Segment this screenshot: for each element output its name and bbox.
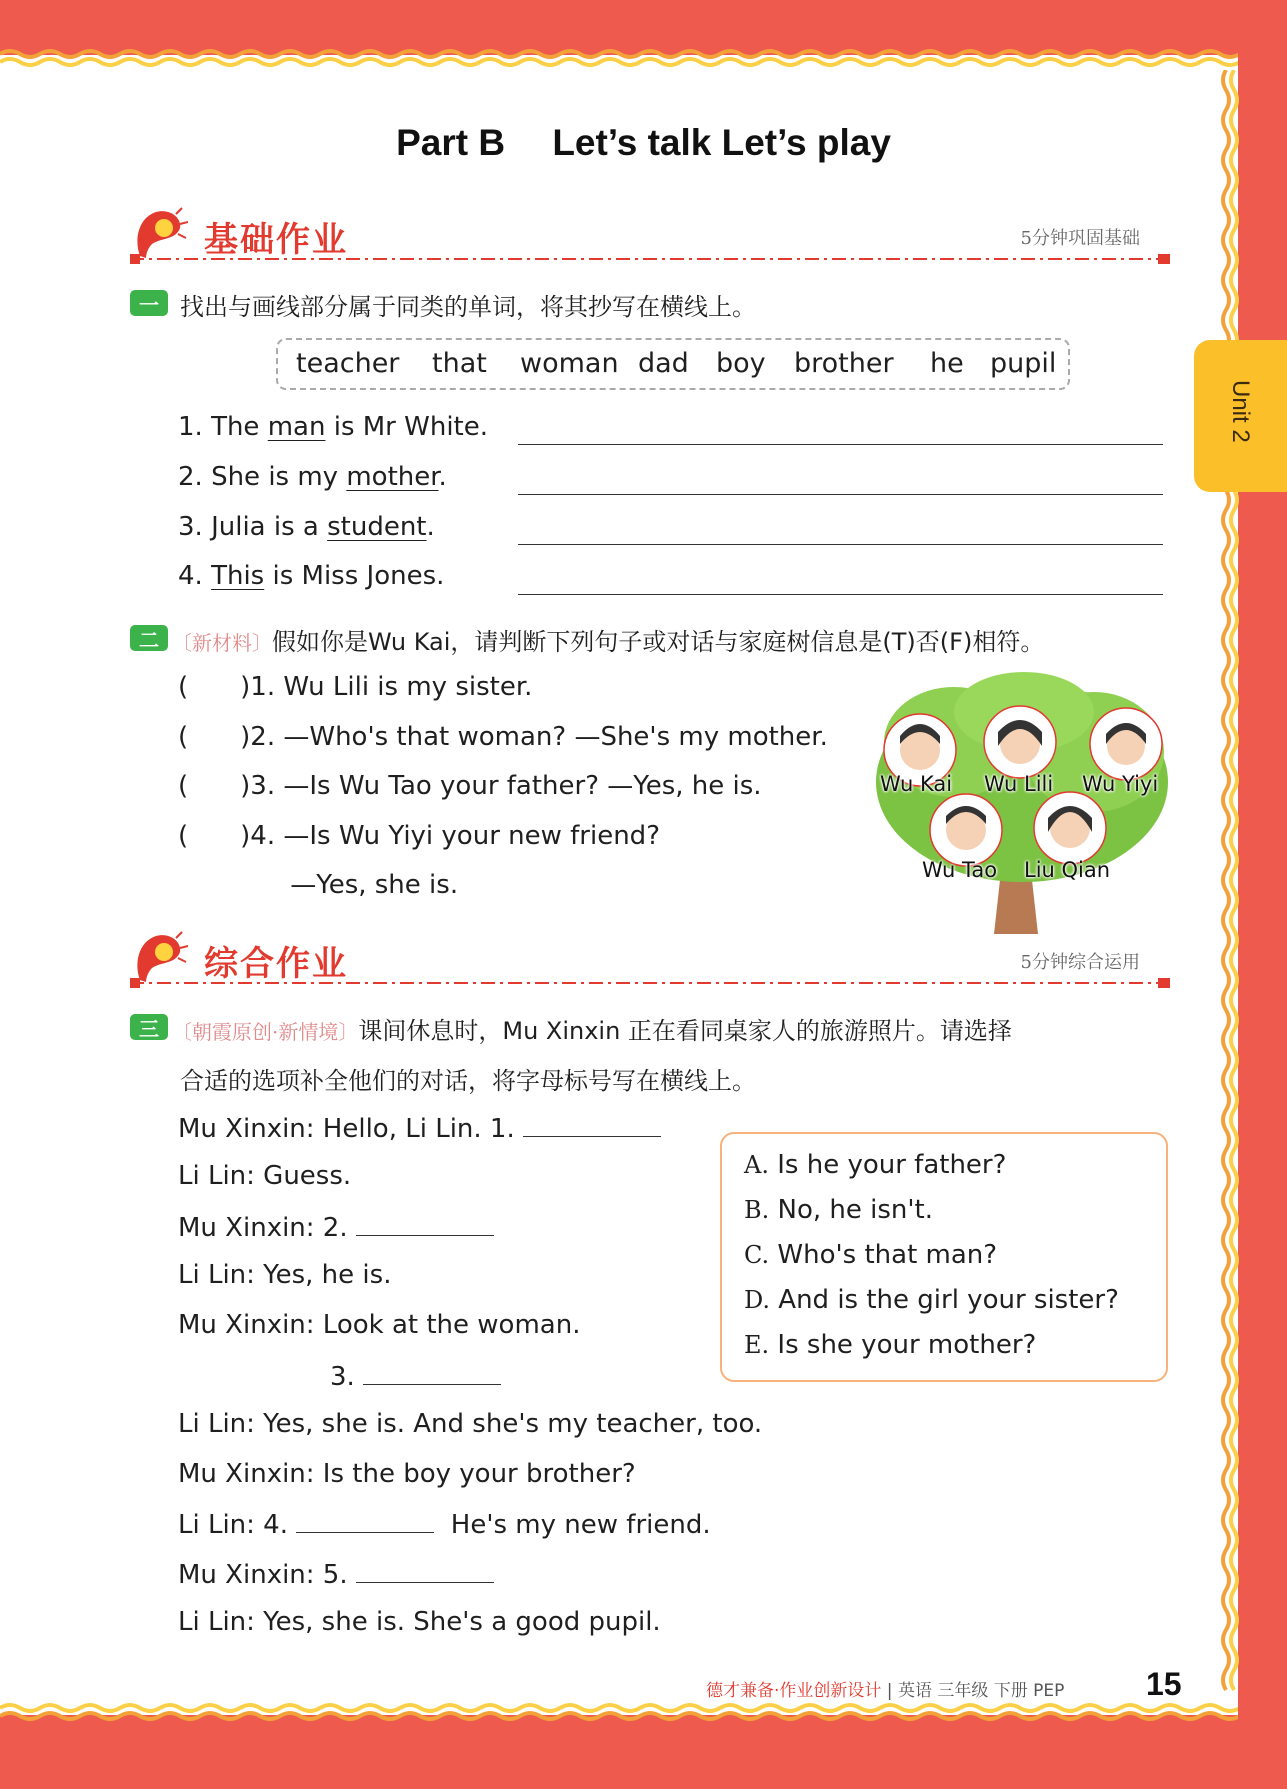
ex1-answer-line-2[interactable]: [518, 492, 1163, 495]
dialogue-line-11: Li Lin: Yes, she is. She's a good pupil.: [178, 1607, 661, 1637]
underlined-word: This: [211, 561, 265, 591]
answer-blank-3[interactable]: [363, 1360, 501, 1385]
dialogue-line-3: Mu Xinxin: 2.: [178, 1211, 494, 1243]
ex1-instruction: 找出与画线部分属于同类的单词，将其抄写在横线上。: [180, 293, 756, 321]
word-bank-item: brother: [794, 348, 894, 379]
unit-tab-label: Unit 2: [1227, 380, 1254, 443]
underlined-word: man: [267, 412, 326, 442]
ex1-answer-line-1[interactable]: [518, 442, 1163, 445]
ex2-tag: 〔新材料〕: [172, 631, 272, 655]
section-basic-divider: [130, 252, 1170, 266]
underlined-word: mother: [346, 462, 439, 492]
word-bank-item: that: [432, 348, 487, 379]
word-bank-item: woman: [520, 348, 619, 379]
word-bank-item: dad: [638, 348, 689, 379]
ex2-item-1: ( )1. Wu Lili is my sister.: [178, 672, 533, 702]
footer: 德才兼备·作业创新设计 | 英语 三年级 下册 PEP: [706, 1681, 1065, 1701]
ex2-item-4-answer: —Yes, she is.: [178, 870, 459, 900]
dialogue-line-6: 3.: [330, 1360, 501, 1392]
word-bank-item: pupil: [990, 348, 1057, 379]
option-a: A. Is he your father?: [744, 1150, 1007, 1180]
option-d: D. And is the girl your sister?: [744, 1285, 1119, 1315]
ex3-number-badge: 三: [130, 1014, 168, 1040]
tree-graphic: [874, 672, 1170, 934]
section-comprehensive-title: 综合作业: [204, 944, 348, 984]
dialogue-line-10: Mu Xinxin: 5.: [178, 1558, 494, 1590]
tree-label: Wu Lili: [984, 772, 1054, 796]
family-tree-illustration: [874, 672, 1170, 934]
page-number: 15: [1146, 1666, 1182, 1702]
page-title: Part B Let’s talk Let’s play: [396, 122, 891, 163]
ex2-number-badge: 二: [130, 625, 168, 651]
answer-blank-1[interactable]: [523, 1112, 661, 1137]
dialogue-line-7: Li Lin: Yes, she is. And she's my teacher, too.: [178, 1409, 763, 1439]
ex1-number-badge: 一: [130, 290, 168, 316]
ex1-item-4: 4. This is Miss Jones.: [178, 561, 445, 591]
ex2-item-4: ( )4. —Is Wu Yiyi your new friend?: [178, 821, 660, 851]
ex2-item-2: ( )2. —Who's that woman? —She's my mother.: [178, 722, 828, 752]
tree-label: Wu Yiyi: [1082, 772, 1159, 796]
answer-blank-5[interactable]: [356, 1558, 494, 1583]
tree-label: Wu Kai: [880, 772, 953, 796]
section-basic-header: [130, 206, 1170, 266]
tree-label: Liu Qian: [1024, 858, 1111, 882]
word-bank-item: he: [930, 348, 964, 379]
top-wavy-border: [0, 48, 1238, 74]
ex3-instruction-2: 合适的选项补全他们的对话，将字母标号写在横线上。: [180, 1067, 756, 1095]
section-basic-title: 基础作业: [204, 220, 348, 260]
ex1-answer-line-4[interactable]: [518, 592, 1163, 595]
word-bank: [276, 338, 1070, 390]
dialogue-line-8: Mu Xinxin: Is the boy your brother?: [178, 1459, 636, 1489]
ex3-instruction-1: 〔朝霞原创·新情境〕课间休息时，Mu Xinxin 正在看同桌家人的旅游照片。请选择: [172, 1017, 1012, 1045]
word-bank-item: boy: [716, 348, 766, 379]
dialogue-line-4: Li Lin: Yes, he is.: [178, 1260, 392, 1290]
ex2-instruction: 〔新材料〕假如你是Wu Kai，请判断下列句子或对话与家庭树信息是(T)否(F)相符。: [172, 628, 1045, 656]
answer-blank-2[interactable]: [356, 1211, 494, 1236]
unit-tab: [1194, 340, 1287, 492]
answer-blank-4[interactable]: [296, 1508, 434, 1533]
dialogue-line-1: Mu Xinxin: Hello, Li Lin. 1.: [178, 1112, 661, 1144]
options-box: [720, 1132, 1168, 1382]
tree-label: Wu Tao: [922, 858, 998, 882]
option-b: B. No, he isn't.: [744, 1195, 934, 1225]
section-comprehensive-note: 5分钟综合运用: [1020, 952, 1140, 973]
ex1-item-2: 2. She is my mother.: [178, 462, 447, 492]
bottom-wavy-border: [0, 1700, 1238, 1726]
footer-info: 英语 三年级 下册 PEP: [897, 1681, 1065, 1701]
section-basic-note: 5分钟巩固基础: [1020, 228, 1140, 249]
underlined-word: student: [327, 512, 427, 542]
ex2-item-3: ( )3. —Is Wu Tao your father? —Yes, he is.: [178, 771, 762, 801]
dialogue-line-9: Li Lin: 4. He's my new friend.: [178, 1510, 711, 1540]
section-comprehensive-divider: [130, 976, 1170, 990]
option-c: C. Who's that man?: [744, 1240, 998, 1270]
right-wavy-border: [1218, 70, 1244, 1710]
footer-brand: 德才兼备·作业创新设计: [706, 1681, 882, 1701]
section-comprehensive-header: [130, 930, 1170, 990]
ex3-tag: 〔朝霞原创·新情境〕: [172, 1020, 359, 1044]
ex1-answer-line-3[interactable]: [518, 542, 1163, 545]
dialogue-line-2: Li Lin: Guess.: [178, 1161, 352, 1191]
ex1-item-1: 1. The man is Mr White.: [178, 412, 489, 442]
word-bank-item: teacher: [296, 348, 400, 379]
dialogue-line-5: Mu Xinxin: Look at the woman.: [178, 1310, 581, 1340]
ex1-item-3: 3. Julia is a student.: [178, 512, 435, 542]
option-e: E. Is she your mother?: [744, 1330, 1037, 1360]
